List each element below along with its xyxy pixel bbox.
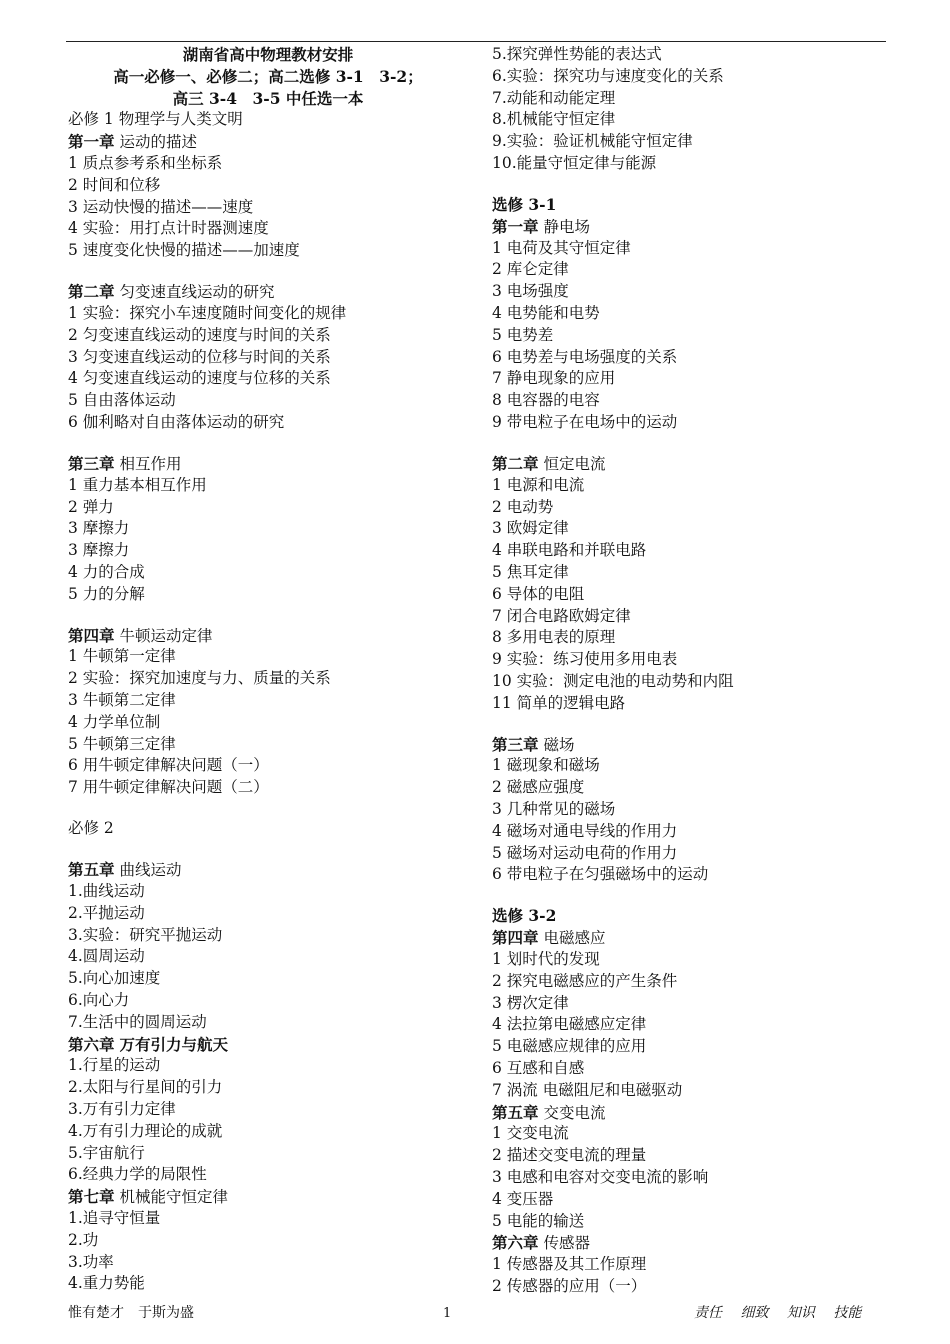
outline-item: 4.重力势能	[68, 1274, 145, 1293]
doc-subtitle: 高一必修一、必修二；高二选修 3-1 3-2；	[113, 66, 423, 86]
spacer	[68, 434, 468, 453]
outline-item: 9 带电粒子在电场中的运动	[492, 412, 678, 431]
outline-item: 2 实验：探究加速度与力、质量的关系	[68, 669, 331, 688]
outline-item: 7 用牛顿定律解决问题（二）	[68, 778, 269, 797]
outline-item: 7.动能和动能定理	[492, 88, 616, 107]
left-outline	[68, 109, 468, 1295]
chapter-heading	[492, 734, 912, 756]
spacer	[492, 714, 912, 733]
chapter-heading	[68, 1186, 468, 1208]
chapter-title: 静电场	[543, 217, 590, 236]
footer-value: 责任	[694, 1305, 722, 1321]
outline-item: 4 变压器	[492, 1189, 554, 1208]
outline-item: 3.实验：研究平抛运动	[68, 925, 223, 944]
outline-item: 3 几种常见的磁场	[492, 800, 616, 819]
chapter-number: 第五章	[492, 1102, 539, 1122]
footer-value: 知识	[786, 1305, 815, 1321]
outline-item: 7 闭合电路欧姆定律	[492, 606, 631, 625]
chapter-heading	[492, 453, 912, 475]
chapter-title: 万有引力与航天	[119, 1034, 228, 1054]
chapter-title: 传感器	[543, 1234, 590, 1253]
spacer	[492, 434, 912, 453]
right-column	[492, 44, 912, 1298]
chapter-number: 第四章	[492, 928, 539, 948]
outline-item: 2 描述交变电流的理量	[492, 1146, 647, 1165]
outline-item: 4 磁场对通电导线的作用力	[492, 821, 678, 840]
outline-item: 3 电场强度	[492, 282, 569, 301]
chapter-number: 第七章	[68, 1187, 115, 1207]
outline-item: 8.机械能守恒定律	[492, 110, 616, 129]
spacer	[492, 886, 912, 905]
outline-item: 5.探究弹性势能的表达式	[492, 45, 662, 63]
outline-item: 2.平抛运动	[68, 903, 145, 922]
outline-item: 6.实验：探究功与速度变化的关系	[492, 66, 724, 85]
chapter-number: 第一章	[492, 216, 539, 236]
outline-item: 5 牛顿第三定律	[68, 734, 176, 753]
outline-item: 6 用牛顿定律解决问题（一）	[68, 756, 269, 775]
outline-item: 5.向心加速度	[68, 969, 161, 988]
chapter-number: 第三章	[492, 734, 539, 754]
chapter-number: 第二章	[492, 453, 539, 473]
chapter-number: 第五章	[68, 860, 115, 880]
spacer	[492, 175, 912, 194]
outline-item: 7.生活中的圆周运动	[68, 1012, 207, 1031]
outline-item: 5 电磁感应规律的应用	[492, 1037, 647, 1056]
section-heading: 选修 3-2	[492, 906, 557, 926]
footer-value: 技能	[833, 1305, 862, 1321]
chapter-heading	[68, 859, 468, 881]
outline-item: 7 涡流 电磁阻尼和电磁驱动	[492, 1080, 683, 1099]
chapter-title: 交变电流	[543, 1103, 606, 1122]
outline-item: 1 交变电流	[492, 1124, 569, 1143]
outline-item: 2 时间和位移	[68, 175, 161, 194]
outline-item: 2 探究电磁感应的产生条件	[492, 971, 678, 990]
outline-item: 3 电感和电容对交变电流的影响	[492, 1168, 709, 1186]
outline-item: 6 电势差与电场强度的关系	[492, 347, 678, 366]
outline-item: 11 简单的逻辑电路	[492, 693, 626, 712]
outline-item: 3.万有引力定律	[68, 1100, 176, 1118]
chapter-heading	[68, 281, 468, 303]
outline-item: 3 运动快慢的描述——速度	[68, 197, 254, 216]
chapter-number: 第二章	[68, 282, 115, 302]
outline-item: 2 电动势	[492, 497, 554, 516]
chapter-heading	[68, 1034, 468, 1056]
chapter-number: 第四章	[68, 625, 115, 645]
outline-item: 6.向心力	[68, 991, 130, 1010]
doc-title: 湖南省高中物理教材安排	[182, 45, 354, 64]
outline-item: 1 电源和电流	[492, 475, 585, 494]
outline-item: 4.圆周运动	[68, 947, 145, 966]
footer-value: 细致	[740, 1305, 769, 1321]
outline-item: 5 速度变化快慢的描述——加速度	[68, 241, 300, 260]
outline-item: 5.宇宙航行	[68, 1143, 145, 1162]
outline-item: 1 电荷及其守恒定律	[492, 238, 631, 257]
outline-item: 3 楞次定律	[492, 993, 569, 1012]
outline-item: 1 重力基本相互作用	[68, 475, 207, 494]
outline-item: 6 伽利略对自由落体运动的研究	[68, 412, 285, 431]
outline-item: 2.太阳与行星间的引力	[68, 1078, 223, 1097]
outline-item: 5 电势差	[492, 325, 554, 344]
outline-item: 5 电能的输送	[492, 1211, 585, 1230]
outline-item: 7 静电现象的应用	[492, 369, 616, 388]
page-number: 1	[443, 1306, 452, 1321]
outline-item: 5 焦耳定律	[492, 562, 569, 581]
chapter-number: 第三章	[68, 453, 115, 473]
chapter-heading	[68, 131, 468, 153]
outline-item: 5 磁场对运动电荷的作用力	[492, 843, 678, 862]
outline-item: 6 互感和自感	[492, 1059, 585, 1078]
outline-item: 9 实验：练习使用多用电表	[492, 650, 678, 669]
outline-item: 2 库仑定律	[492, 260, 569, 279]
left-column	[68, 44, 468, 1295]
outline-item: 4 力学单位制	[68, 712, 161, 731]
outline-item: 4 实验：用打点计时器测速度	[68, 219, 269, 238]
outline-item: 8 多用电表的原理	[492, 628, 616, 647]
section-heading: 选修 3-1	[492, 194, 557, 214]
outline-item: 2 传感器的应用（一）	[492, 1276, 647, 1295]
outline-item: 3.功率	[68, 1252, 114, 1271]
outline-item: 必修 1 物理学与人类文明	[68, 110, 243, 129]
outline-item: 3 牛顿第二定律	[68, 691, 176, 710]
outline-item: 8 电容器的电容	[492, 391, 600, 410]
outline-item: 2.功	[68, 1230, 99, 1249]
chapter-title: 机械能守恒定律	[119, 1188, 228, 1207]
outline-item: 4 力的合成	[68, 562, 145, 581]
doc-subtitle-2: 高三 3-4 3-5 中任选一本	[172, 88, 364, 108]
chapter-number: 第一章	[68, 132, 115, 152]
chapter-title: 电磁感应	[543, 929, 606, 948]
outline-item: 4 法拉第电磁感应定律	[492, 1015, 647, 1034]
footer-motto: 惟有楚才 于斯为盛	[68, 1305, 194, 1321]
chapter-heading	[492, 1232, 912, 1254]
outline-item: 2 弹力	[68, 497, 114, 516]
spacer	[68, 606, 468, 625]
chapter-heading	[68, 453, 468, 475]
outline-item: 必修 2	[68, 819, 114, 838]
chapter-number: 第六章	[68, 1034, 115, 1054]
outline-item: 1 牛顿第一定律	[68, 647, 176, 666]
outline-item: 1.行星的运动	[68, 1056, 161, 1075]
outline-item: 1 磁现象和磁场	[492, 756, 600, 775]
outline-item: 3 匀变速直线运动的位移与时间的关系	[68, 347, 331, 366]
chapter-heading	[492, 216, 912, 238]
outline-item: 3 摩擦力	[68, 541, 130, 560]
outline-item: 1.曲线运动	[68, 882, 145, 901]
chapter-title: 相互作用	[119, 454, 182, 473]
outline-item: 4 串联电路和并联电路	[492, 541, 647, 560]
chapter-title: 恒定电流	[543, 454, 606, 473]
outline-item: 1 质点参考系和坐标系	[68, 153, 223, 172]
outline-item: 1 实验：探究小车速度随时间变化的规律	[68, 303, 347, 322]
chapter-heading	[68, 625, 468, 647]
chapter-heading	[492, 1102, 912, 1124]
outline-item: 6.经典力学的局限性	[68, 1165, 207, 1184]
outline-item: 10.能量守恒定律与能源	[492, 153, 657, 172]
outline-item: 4 匀变速直线运动的速度与位移的关系	[68, 369, 331, 388]
outline-item: 9.实验：验证机械能守恒定律	[492, 132, 693, 151]
outline-item: 1 划时代的发现	[492, 950, 600, 969]
outline-item: 2 磁感应强度	[492, 778, 585, 797]
right-outline	[492, 44, 912, 1298]
spacer	[68, 799, 468, 818]
outline-item: 3 欧姆定律	[492, 519, 569, 538]
outline-item: 10 实验：测定电池的电动势和内阻	[492, 671, 734, 690]
outline-item: 1 传感器及其工作原理	[492, 1255, 647, 1274]
chapter-title: 磁场	[543, 735, 575, 754]
outline-item: 5 自由落体运动	[68, 391, 176, 410]
outline-item: 5 力的分解	[68, 584, 145, 603]
chapter-title: 牛顿运动定律	[119, 626, 213, 645]
outline-item: 3 摩擦力	[68, 519, 130, 538]
header-rule	[66, 41, 886, 42]
outline-item: 6 导体的电阻	[492, 584, 585, 603]
chapter-title: 运动的描述	[119, 133, 197, 152]
spacer	[68, 262, 468, 281]
chapter-title: 曲线运动	[119, 861, 182, 880]
outline-item: 2 匀变速直线运动的速度与时间的关系	[68, 325, 331, 344]
outline-item: 4.万有引力理论的成就	[68, 1121, 223, 1140]
outline-item: 6 带电粒子在匀强磁场中的运动	[492, 865, 709, 884]
outline-item: 1.追寻守恒量	[68, 1208, 161, 1227]
chapter-number: 第六章	[492, 1233, 539, 1253]
chapter-heading	[492, 927, 912, 949]
outline-item: 4 电势能和电势	[492, 303, 600, 322]
footer-values	[694, 1302, 875, 1322]
spacer	[68, 840, 468, 859]
chapter-title: 匀变速直线运动的研究	[119, 283, 275, 302]
